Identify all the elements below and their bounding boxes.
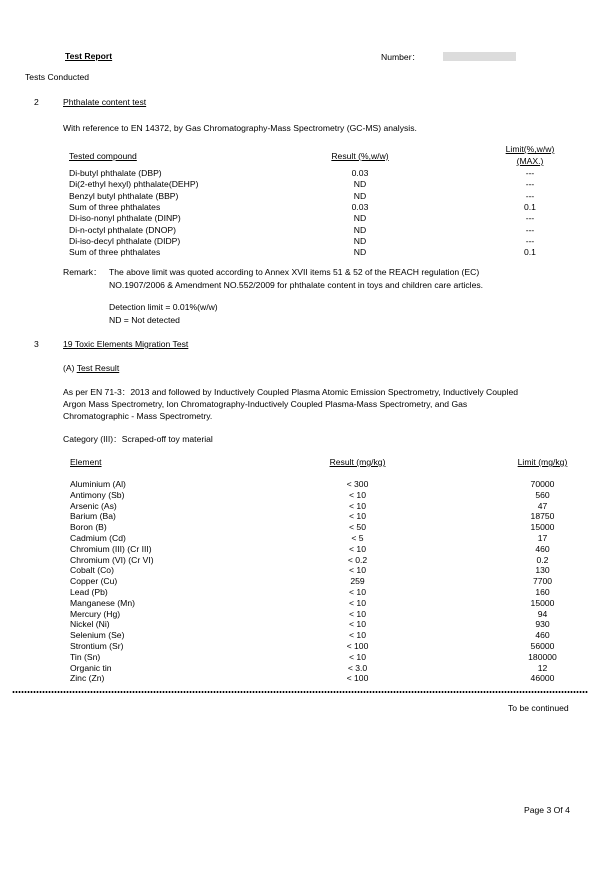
compound-name: Strontium (Sr) <box>70 641 124 651</box>
subsection-title: Test Result <box>76 363 120 373</box>
table-row <box>0 192 600 202</box>
compound-name: Benzyl butyl phthalate (BBP) <box>69 190 179 201</box>
limit-value: 130 <box>535 565 550 576</box>
limit-value: 47 <box>537 500 548 511</box>
table-row <box>0 248 600 258</box>
result-value: < 10 <box>349 608 366 619</box>
compound-name: Lead (Pb) <box>70 587 108 597</box>
table-row <box>0 588 600 598</box>
page-number: Page 3 Of 4 <box>524 805 570 815</box>
result-value: 0.03 <box>351 168 369 178</box>
table-row <box>0 226 600 236</box>
limit-value: 0.1 <box>524 201 536 212</box>
limit-value: 15000 <box>530 597 555 608</box>
result-value: 259 <box>350 576 365 587</box>
limit-value: 0.2 <box>536 554 549 565</box>
subsection-prefix: (A) <box>63 363 77 373</box>
table-row <box>0 566 600 576</box>
compound-name: Chromium (III) (Cr III) <box>70 543 152 554</box>
table-row <box>0 169 600 179</box>
compound-name: Selenium (Se) <box>70 630 125 641</box>
table-row <box>0 577 600 587</box>
limit-value: --- <box>525 213 535 224</box>
table-row <box>0 203 600 213</box>
limit-value: 930 <box>535 619 550 630</box>
limit-value: --- <box>525 190 535 201</box>
result-value: < 100 <box>346 641 369 651</box>
compound-name: Sum of three phthalates <box>69 247 161 258</box>
section2-number: 2 <box>34 97 39 107</box>
compound-name: Cadmium (Cd) <box>70 533 126 543</box>
limit-value: --- <box>525 179 535 190</box>
compound-name: Cobalt (Co) <box>70 565 114 576</box>
limit-value: 7700 <box>532 576 553 587</box>
result-value: < 10 <box>349 630 366 641</box>
result-value: < 5 <box>351 533 364 543</box>
method-para-line-3: Chromatographic - Mass Spectrometry. <box>63 411 213 421</box>
result-value: < 10 <box>349 651 366 662</box>
table-row <box>0 534 600 544</box>
result-value: ND <box>353 213 367 224</box>
limit-value: 560 <box>535 489 550 500</box>
redacted-number <box>443 52 516 61</box>
compound-name: Aluminium (Al) <box>70 479 126 489</box>
detection-limit: Detection limit = 0.01%(w/w) <box>109 302 218 312</box>
table-row <box>0 620 600 630</box>
section3-number: 3 <box>34 339 39 349</box>
remark-label: Remark： <box>63 267 102 277</box>
col-result-percent: Result (%,w/w) <box>331 151 389 161</box>
limit-value: 460 <box>535 630 550 641</box>
limit-value: 15000 <box>530 522 555 533</box>
compound-name: Organic tin <box>70 662 112 673</box>
table-row <box>0 502 600 512</box>
result-value: < 50 <box>349 522 366 533</box>
limit-value: --- <box>525 168 535 178</box>
table-row <box>0 599 600 609</box>
result-value: ND <box>353 224 367 235</box>
compound-name: Sum of three phthalates <box>69 201 161 212</box>
col-limit-max: (MAX.) <box>516 156 544 166</box>
result-value: < 100 <box>346 673 369 684</box>
limit-value: 17 <box>537 533 548 543</box>
compound-name: Nickel (Ni) <box>70 619 110 630</box>
result-value: < 10 <box>349 587 366 597</box>
limit-value: 70000 <box>530 479 555 489</box>
limit-value: 46000 <box>530 673 555 684</box>
table-row <box>0 674 600 684</box>
result-value: < 10 <box>349 619 366 630</box>
limit-value: 160 <box>535 587 550 597</box>
result-value: ND <box>353 179 367 190</box>
table-row <box>0 556 600 566</box>
method-para-line-2: Argon Mass Spectrometry, Ion Chromatography-Inductively Coupled Plasma-Mass Spectrometry, and Gas <box>63 399 468 409</box>
col-result-mgkg: Result (mg/kg) <box>329 457 386 467</box>
compound-name: Zinc (Zn) <box>70 673 105 684</box>
col-tested-compound: Tested compound <box>69 151 137 161</box>
compound-name: Copper (Cu) <box>70 576 118 587</box>
table-row <box>0 180 600 190</box>
result-value: ND <box>353 247 367 258</box>
remark-line-1: The above limit was quoted according to Annex XVII items 51 & 52 of the REACH regulation (EC) <box>109 267 480 277</box>
nd-note: ND = Not detected <box>109 315 180 325</box>
compound-name: Chromium (VI) (Cr VI) <box>70 554 154 565</box>
table-row <box>0 480 600 490</box>
limit-value: 18750 <box>530 511 555 522</box>
table-row <box>0 642 600 652</box>
to-be-continued: To be continued <box>508 703 569 713</box>
result-value: < 300 <box>346 479 369 489</box>
compound-name: Di-iso-nonyl phthalate (DINP) <box>69 213 181 224</box>
compound-name: Di-n-octyl phthalate (DNOP) <box>69 224 176 235</box>
limit-value: --- <box>525 235 535 246</box>
asterisk-divider <box>12 690 588 694</box>
result-value: < 10 <box>349 500 366 511</box>
table-row <box>0 545 600 555</box>
report-title: Test Report <box>65 51 113 61</box>
table-row <box>0 653 600 663</box>
result-value: < 3.0 <box>347 662 368 673</box>
result-value: < 0.2 <box>347 554 368 565</box>
result-value: ND <box>353 235 367 246</box>
compound-name: Barium (Ba) <box>70 511 116 522</box>
result-value: < 10 <box>349 597 366 608</box>
category-label: Category (III)：Scraped-off toy material <box>63 434 213 444</box>
compound-name: Tin (Sn) <box>70 651 101 662</box>
section3-title: 19 Toxic Elements Migration Test <box>63 339 189 349</box>
section2-title: Phthalate content test <box>63 97 147 107</box>
method-para-line-1: As per EN 71-3：2013 and followed by Inductively Coupled Plasma Atomic Emission Spectrometry, Inductively Coupled <box>63 387 519 397</box>
result-value: 0.03 <box>351 201 369 212</box>
table-row <box>0 214 600 224</box>
result-value: < 10 <box>349 565 366 576</box>
table-row <box>0 237 600 247</box>
number-label: Number： <box>381 52 421 62</box>
result-value: ND <box>353 190 367 201</box>
compound-name: Antimony (Sb) <box>70 489 125 500</box>
table-row <box>0 664 600 674</box>
col-element: Element <box>70 457 102 467</box>
subsection-a <box>63 364 119 373</box>
table-row <box>0 610 600 620</box>
table-row <box>0 523 600 533</box>
result-value: < 10 <box>349 543 366 554</box>
tests-conducted-heading: Tests Conducted <box>25 72 90 82</box>
compound-name: Manganese (Mn) <box>70 597 135 608</box>
limit-value: 94 <box>537 608 548 619</box>
limit-value: 460 <box>535 543 550 554</box>
col-limit-mgkg: Limit (mg/kg) <box>517 457 568 467</box>
limit-value: 56000 <box>530 641 555 651</box>
limit-value: --- <box>525 224 535 235</box>
compound-name: Mercury (Hg) <box>70 608 121 619</box>
section2-intro: With reference to EN 14372, by Gas Chromatography-Mass Spectrometry (GC-MS) analysis. <box>63 123 417 133</box>
limit-value: 0.1 <box>524 247 536 258</box>
table-row <box>0 491 600 501</box>
compound-name: Di(2-ethyl hexyl) phthalate(DEHP) <box>69 179 199 190</box>
table-row <box>0 631 600 641</box>
table-row <box>0 512 600 522</box>
remark-line-2: NO.1907/2006 & Amendment NO.552/2009 for phthalate content in toys and children care articles. <box>109 280 484 290</box>
compound-name: Boron (B) <box>70 522 107 533</box>
col-limit-percent: Limit(%,w/w) <box>505 144 555 154</box>
compound-name: Di-iso-decyl phthalate (DIDP) <box>69 235 181 246</box>
compound-name: Di-butyl phthalate (DBP) <box>69 168 162 178</box>
result-value: < 10 <box>349 511 366 522</box>
compound-name: Arsenic (As) <box>70 500 117 511</box>
limit-value: 12 <box>537 662 548 673</box>
limit-value: 180000 <box>528 651 557 662</box>
result-value: < 10 <box>349 489 366 500</box>
